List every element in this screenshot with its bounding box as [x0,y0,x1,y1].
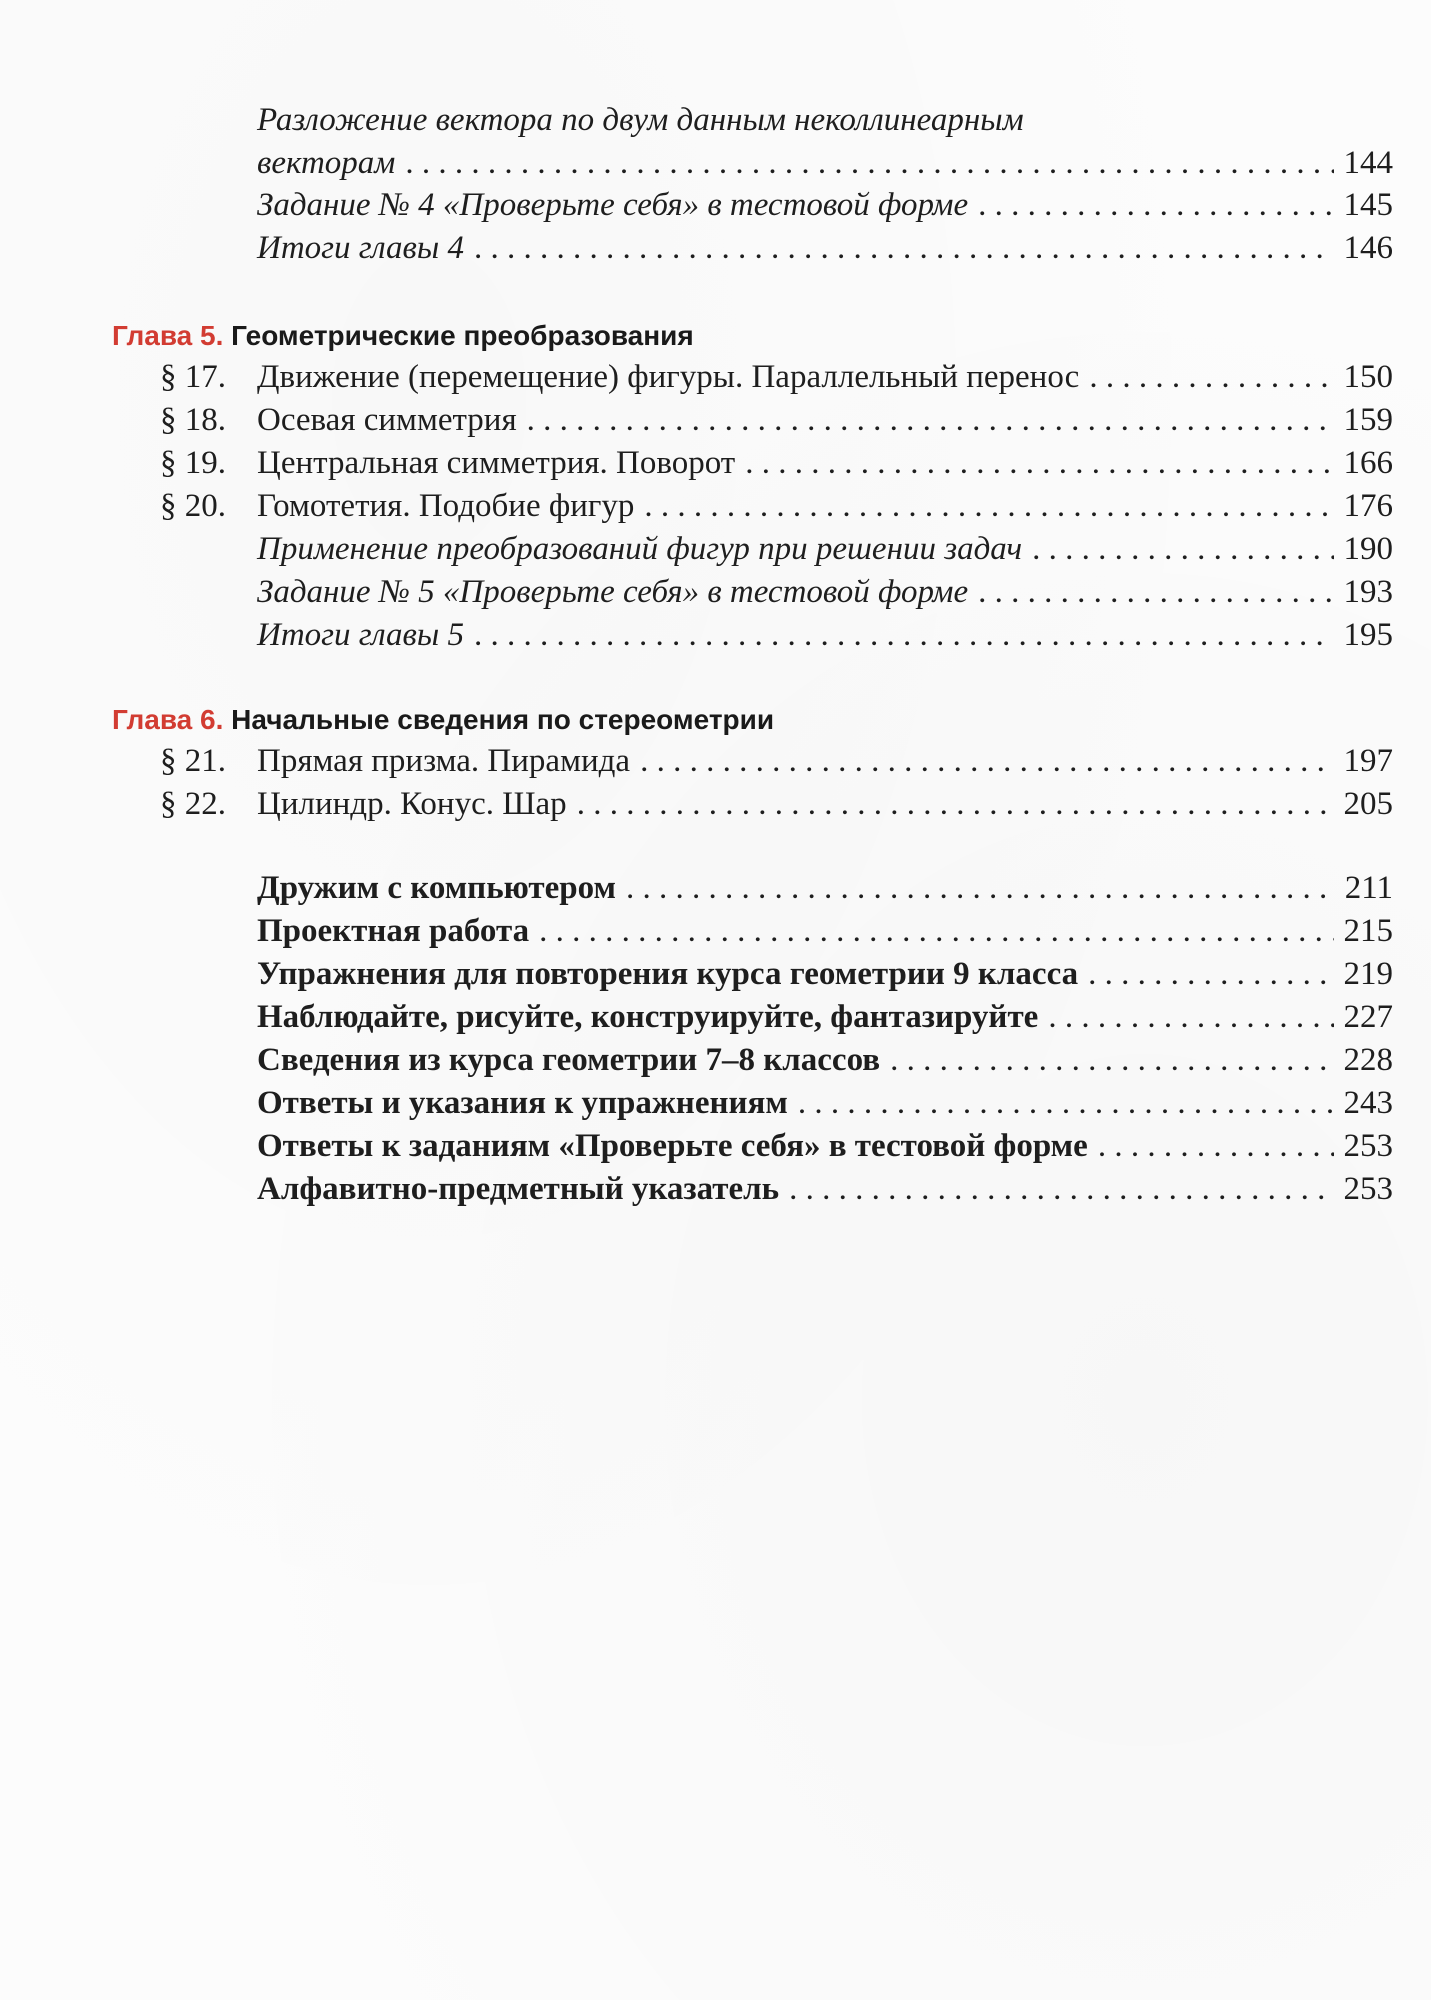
dot-leader [539,910,1333,952]
dot-leader [1089,356,1333,398]
toc-page-number: 146 [1343,230,1393,266]
toc-page-number: 227 [1343,999,1393,1035]
toc-entry[interactable] [257,528,1393,570]
toc-entry-title: Алфавитно-предметный указатель [257,1171,780,1207]
toc-entry[interactable] [257,1039,1393,1081]
dot-leader [1098,1125,1334,1167]
toc-entry[interactable] [257,1125,1393,1167]
dot-leader [626,867,1335,909]
dot-leader [890,1039,1333,1081]
dot-leader [577,783,1334,825]
toc-entry-title: Движение (перемещение) фигуры. Параллельный перенос [257,359,1080,395]
toc-entry[interactable] [160,783,1393,825]
toc-entry[interactable] [257,1082,1393,1124]
toc-entry-title: Ответы и указания к упражнениям [257,1085,788,1121]
toc-entry-title: Упражнения для повторения курса геометрии 9 класса [257,956,1079,992]
paragraph-number: § 21. [160,743,226,779]
toc-entry-title: векторам [257,145,396,181]
toc-entry[interactable] [257,142,1393,184]
toc-page-number: 228 [1343,1042,1393,1078]
toc-page-number: 211 [1344,870,1393,906]
toc-entry[interactable] [160,740,1393,782]
dot-leader [1048,996,1333,1038]
dot-leader [644,485,1333,527]
dot-leader [1032,528,1333,570]
paragraph-number: § 17. [160,359,226,395]
dot-leader [474,227,1334,269]
toc-page-number: 197 [1343,743,1393,779]
toc-page-number: 215 [1343,913,1393,949]
toc-entry[interactable] [257,996,1393,1038]
dot-leader [978,184,1333,226]
paragraph-number: § 19. [160,445,226,481]
dot-leader [640,740,1333,782]
toc-page-number: 144 [1343,145,1393,181]
toc-entry[interactable] [160,356,1393,398]
chapter-label: Глава 6. [112,704,224,735]
toc-entry-title: Сведения из курса геометрии 7–8 классов [257,1042,881,1078]
toc-entry-title: Цилиндр. Конус. Шар [257,786,567,822]
toc-entry-title: Применение преобразований фигур при решении задач [257,531,1023,567]
toc-entry-title: Задание № 4 «Проверьте себя» в тестовой форме [257,187,969,223]
toc-entry[interactable] [257,184,1393,226]
toc-entry-title: Итоги главы 4 [257,230,464,266]
dot-leader [978,571,1333,613]
toc-entry-title: Центральная симметрия. Поворот [257,445,736,481]
dot-leader [789,1168,1333,1210]
toc-entry-title: Ответы к заданиям «Проверьте себя» в тестовой форме [257,1128,1088,1164]
dot-leader [745,442,1333,484]
dot-leader [474,614,1334,656]
toc-entry[interactable] [257,867,1393,909]
toc-entry-title-line1: Разложение вектора по двум данным неколлинеарным [257,102,1024,138]
toc-page-number: 150 [1343,359,1393,395]
toc-page-number: 166 [1343,445,1393,481]
chapter-label: Глава 5. [112,320,224,351]
toc-entry[interactable] [257,227,1393,269]
toc-entry[interactable] [160,442,1393,484]
toc-page-number: 195 [1343,617,1393,653]
toc-entry[interactable] [257,1168,1393,1210]
toc-page-number: 145 [1343,187,1393,223]
toc-entry-title: Дружим с компьютером [257,870,616,906]
toc-entry[interactable] [257,953,1393,995]
dot-leader [405,142,1333,184]
toc-entry[interactable] [160,399,1393,441]
paragraph-number: § 18. [160,402,226,438]
toc-entry-title: Проектная работа [257,913,530,949]
chapter-title: Начальные сведения по стереометрии [231,704,775,735]
toc-page-number: 253 [1343,1128,1393,1164]
toc-page-number: 253 [1343,1171,1393,1207]
toc-entry-title: Прямая призма. Пирамида [257,743,631,779]
chapter-heading[interactable] [112,702,774,738]
toc-page-number: 176 [1343,488,1393,524]
paragraph-number: § 20. [160,488,226,524]
toc-page-number: 205 [1343,786,1393,822]
toc-entry-title: Гомотетия. Подобие фигур [257,488,635,524]
toc-page-number: 159 [1343,402,1393,438]
toc-page-number: 193 [1343,574,1393,610]
toc-page-number: 219 [1343,956,1393,992]
toc-page-number: 190 [1343,531,1393,567]
toc-entry[interactable] [257,614,1393,656]
toc-entry-title: Наблюдайте, рисуйте, конструируйте, фантазируйте [257,999,1039,1035]
chapter-heading[interactable] [112,318,694,354]
chapter-title: Геометрические преобразования [231,320,694,351]
toc-entry[interactable] [257,910,1393,952]
toc-entry-title: Осевая симметрия [257,402,517,438]
toc-page-number: 243 [1343,1085,1393,1121]
toc-entry-title: Задание № 5 «Проверьте себя» в тестовой форме [257,574,969,610]
dot-leader [1088,953,1333,995]
toc-entry-title: Итоги главы 5 [257,617,464,653]
toc-entry[interactable] [257,571,1393,613]
paragraph-number: § 22. [160,786,226,822]
toc-entry[interactable] [160,485,1393,527]
dot-leader [527,399,1334,441]
dot-leader [798,1082,1334,1124]
